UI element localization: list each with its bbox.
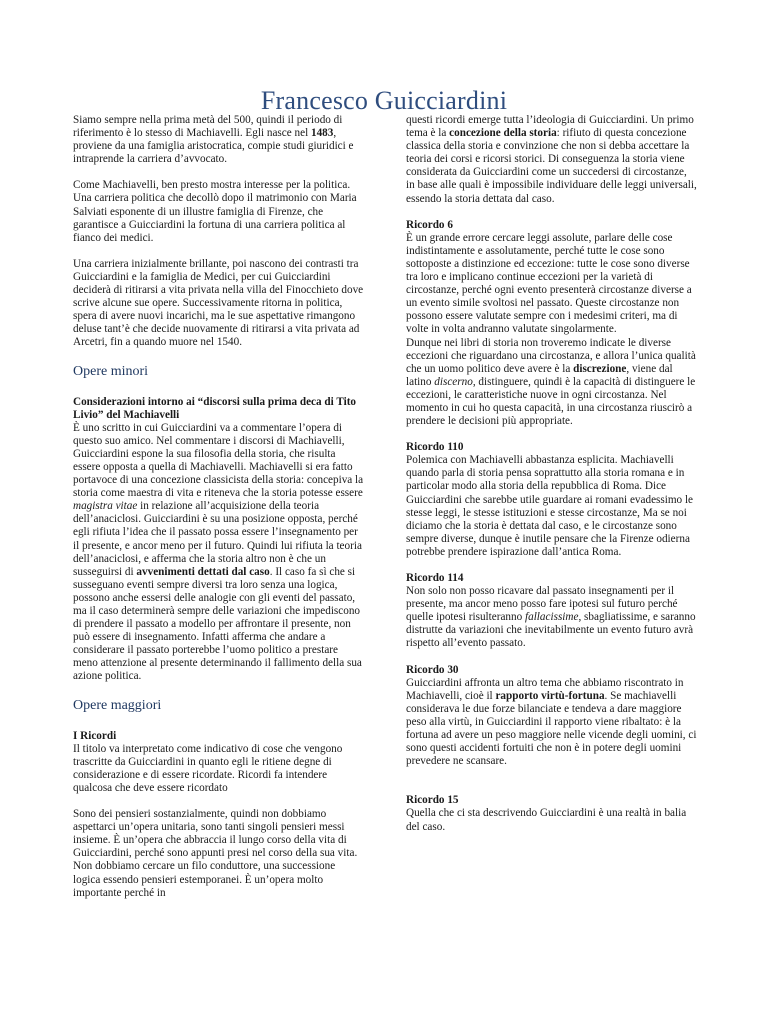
text-run: Guicciardini affronta un altro tema che abbiamo riscontrato in Machiavelli, cioè il [406,676,684,702]
italic-term: magistra vitae [73,500,138,513]
ricordo-6-discrezione-paragraph [406,337,698,429]
document-title: Francesco Guicciardini [260,86,508,115]
ricordo-15-heading: Ricordo 15 [406,794,459,807]
career-paragraph: Come Machiavelli, ben presto mostra interesse per la politica. Una carriera politica che decollò dopo il matrimonio con Maria Salviati esponente di un illustre famiglia di Firenze, che garantisce a Guicciardini la fortuna di una carriera politica al fianco dei medici. [73,179,357,244]
ricordo-30-heading: Ricordo 30 [406,663,459,676]
left-column [73,114,365,913]
section-heading-opere-minori: Opere minori [73,363,149,379]
ricordo-30-paragraph [406,677,698,769]
text-run: in relazione all’acquisizione della teoria dell’anaciclosi. Guicciardini è su una posizione opposta, perché egli rifiuta l’idea che il passato possa essere l’insegnamento per il presente, e ancor meno per il futuro. Quindi lui rifiuta la teoria dell’anaciclosi, e afferma che la storia altro non è che un susseguirsi di [73,500,362,578]
intro-paragraph [73,114,365,166]
ricordo-15-paragraph: Quella che ci sta descrivendo Guicciardini è una realtà in balia del caso. [406,807,687,833]
text-run: , sbagliatissime, e saranno distrutte da variazioni che inevitabilmente un evento futuro avrà rispetto all’evento passato. [406,611,696,650]
ricordo-114-paragraph [406,585,698,650]
bold-term: rapporto virtù-fortuna [495,689,605,702]
text-run: Siamo sempre nella prima metà del 500, quindi il periodo di riferimento è lo stesso di Machiavelli. Egli nasce nel [73,114,343,140]
retirement-paragraph: Una carriera inizialmente brillante, poi nascono dei contrasti tra Guicciardini e la famiglia de Medici, per cui Guicciardini deciderà di ritirarsi a vita privata nella villa del Finocchieto dove scrive alcune sue opere. Successivamente ritorna in politica, spera di avere nuovi incarichi, ma le sue aspettative rimangono deluse tant’è che decide nuovamente di ritirarsi a vita privata ad Arcetri, fin a quando muore nel 1540. [73,257,364,349]
italic-term: fallacissime [525,611,579,624]
text-run: . Se machiavelli considerava le due forze bilanciate e tendeva a dare maggiore peso alla virtù, in Guicciardini il rapporto viene ribaltato: è la fortuna ad avere un peso maggiore nelle vicende degli uomini, ci sono questi accidenti fortuiti che non è in potere degli uomini prevedere ne scansare. [406,689,697,768]
ricordi-heading: I Ricordi [73,729,117,742]
storia-paragraph [406,114,698,206]
italic-term: discerno [434,375,473,388]
right-column [406,114,698,847]
ricordo-6-heading: Ricordo 6 [406,218,453,231]
bold-term: discrezione [573,362,627,375]
ricordo-110-paragraph: Polemica con Machiavelli abbastanza esplicita. Machiavelli quando parla di storia pensa soprattutto alla storia romana e in particolar modo alla storia della repubblica di Roma. Dice Guicciardini che sarebbe utile guardare ai romani evadessimo le stesse leggi, le stesse istituzioni e stesse circostanze, Ma se noi diciamo che la storia è dettata dal caso, e le circostanze sono sempre diverse, dunque è inutile pensare che la Firenze odierna potrebbe prendere ispirazione dall’antica Roma. [406,454,694,558]
text-run: Dunque nei libri di storia non troveremo indicate le diverse eccezioni che riguardano una circostanza, e allora l’unica qualità che un uomo politico deve avere è la [406,336,696,375]
bold-term: avvenimenti dettati dal caso [136,565,270,578]
text-run: , viene dal latino [406,362,673,388]
ricordi-paragraph-2: Sono dei pensieri sostanzialmente, quindi non dobbiamo aspettarci un’opera unitaria, sono tanti singoli pensieri messi insieme. È un’opera che abbraccia il lungo corso della vita di Guicciardini, perché sono appunti presi nel corso della sua vita. Non dobbiamo cercare un filo conduttore, una successione logica essendo pensieri estemporanei. È un’opera molto importante perché in [73,808,358,899]
considerazioni-heading: Considerazioni intorno ai “discorsi sulla prima deca di Tito Livio” del Machiavelli [73,395,357,421]
text-run: Non solo non posso ricavare dal passato insegnamenti per il presente, ma ancor meno posso fare ipotesi sul futuro perché quelle ipotesi risulteranno [406,585,678,624]
ricordo-110-heading: Ricordo 110 [406,441,464,454]
ricordo-6-paragraph: È un grande errore cercare leggi assolute, parlare delle cose indistintamente e assolutamente, perché tutte le cose sono sottoposte a distinzione ed eccezione: tutte le cose sono diverse tra loro e implicano continue eccezioni per la varietà di circostanze, perché ogni evento presenterà circostanze diverse a un evento simile svoltosi nel passato. Queste circostanze non possono essere valutate sempre con i medesimi criteri, ma di volte in volta andranno valutate singolarmente. [406,231,692,336]
spacer [406,781,698,794]
bold-term: concezione della storia [449,127,557,140]
text-run: , distinguere, quindi è la capacità di distinguere le eccezioni, le caratteristiche nuove in ogni circostanza. Nel momento in cui ho questa capacità, in una circostanza riuscirò a prendere le decisioni più appropriate. [406,375,696,428]
text-run: . Il caso fa sì che si susseguano eventi sempre diversi tra loro senza una logica, possono anche essersi delle analogie con gli eventi del passato, ma il caso determinerà sempre delle variazioni che impediscono di prendere il passato a modello per affrontare il presente, non può essere di insegnamento. Infatti afferma che andare a considerare il passato porterebbe l’uomo politico a prestare meno attenzione al presente determinando il fallimento della sua azione politica. [73,565,362,683]
ricordi-paragraph-1: Il titolo va interpretato come indicativo di cose che vengono trascritte da Guicciardini in quanto egli le ritiene degne di considerazione e di essere ricordate. Ricordi fa intendere qualcosa che deve essere ricordato [73,742,343,794]
text-run: , proviene da una famiglia aristocratica, compie studi giuridici e intraprende la carriera d’avvocato. [73,127,354,166]
birth-year: 1483 [310,127,334,140]
section-heading-opere-maggiori: Opere maggiori [73,697,162,713]
considerazioni-paragraph [73,422,365,684]
text-run: È uno scritto in cui Guicciardini va a commentare l’opera di questo suo amico. Nel commentare i discorsi di Machiavelli, Guicciardini espone la sua filosofia della storia, che risulta essere opposta a quella di Machiavelli. Machiavelli si era fatto portavoce di una concezione classicista della storia: concepiva la storia come maestra di vita e riteneva che la storia potesse essere [73,421,364,500]
ricordo-114-heading: Ricordo 114 [406,572,464,584]
text-run: : rifiuto di questa concezione classica della storia e convinzione che non si debba accettare la teoria dei corsi e ricorsi storici. Di conseguenza la storia viene considerata da Guicciardini come un succedersi di circostanze, in base alle quali è impossibile individuare delle leggi universali, essendo la storia dettata dal caso. [406,127,697,205]
text-run: questi ricordi emerge tutta l’ideologia di Guicciardini. Un primo tema è la [406,114,694,140]
